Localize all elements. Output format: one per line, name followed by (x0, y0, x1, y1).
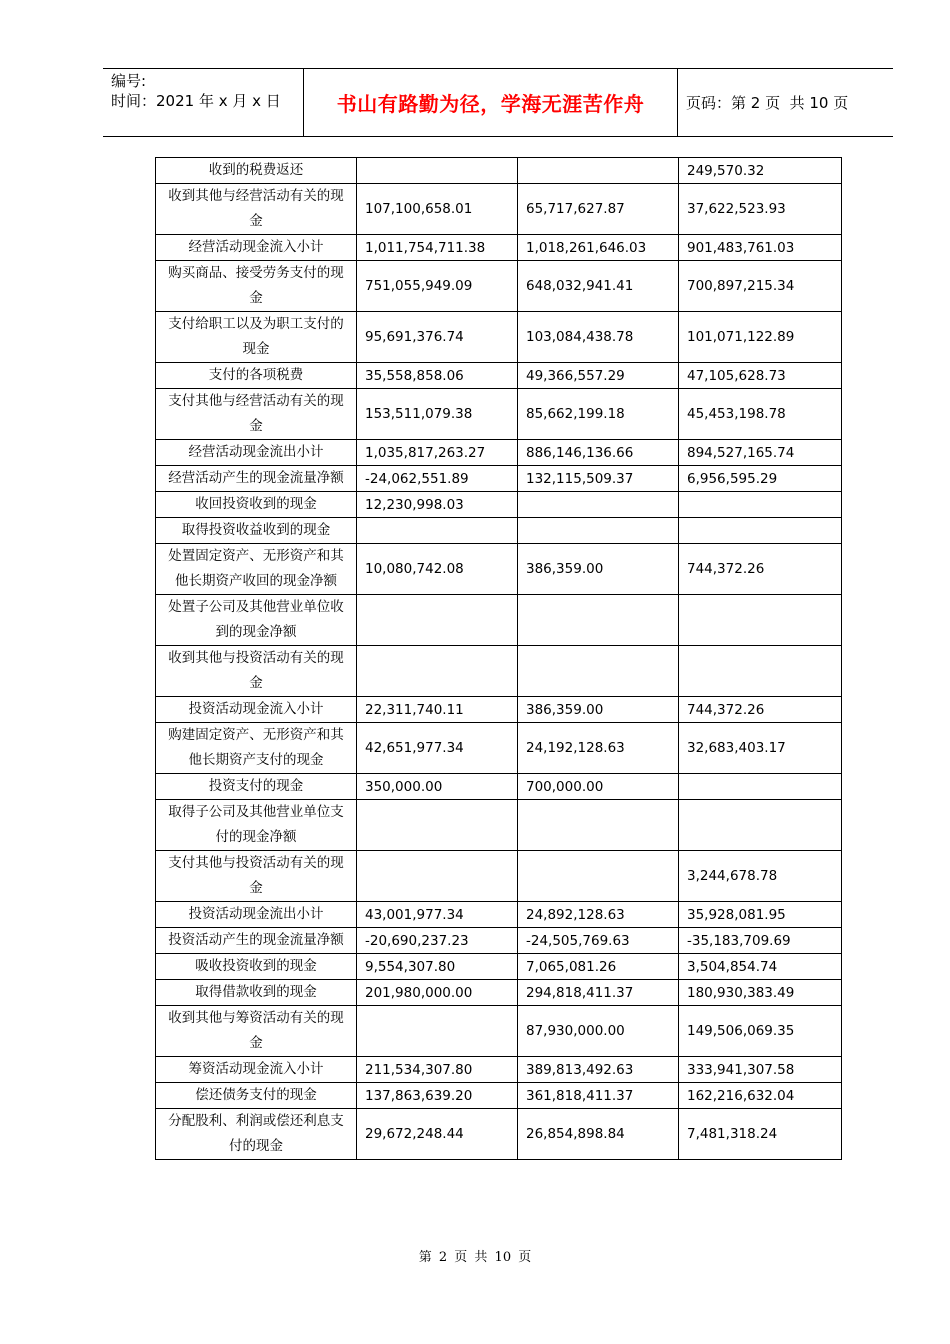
table-row (156, 466, 842, 492)
time-label: 时间：2021 年 x 月 x 日 (111, 92, 281, 110)
table-row (156, 312, 842, 363)
row-label-cell: 处置子公司及其他营业单位收到的现金净额 (156, 595, 357, 646)
value-cell-col3: 37,622,523.93 (679, 184, 842, 235)
value-cell-col2 (518, 518, 679, 544)
value-cell-col3: 249,570.32 (679, 158, 842, 184)
table-row (156, 723, 842, 774)
value-cell-col2: 386,359.00 (518, 697, 679, 723)
value-cell-col1 (357, 518, 518, 544)
value-cell-col2: 85,662,199.18 (518, 389, 679, 440)
value-cell-col1: 350,000.00 (357, 774, 518, 800)
table-row (156, 544, 842, 595)
value-cell-col2: 294,818,411.37 (518, 980, 679, 1006)
row-label-cell: 经营活动现金流出小计 (156, 440, 357, 466)
row-label-cell: 投资支付的现金 (156, 774, 357, 800)
value-cell-col3: 894,527,165.74 (679, 440, 842, 466)
value-cell-col3 (679, 774, 842, 800)
value-cell-col3: 180,930,383.49 (679, 980, 842, 1006)
value-cell-col1 (357, 595, 518, 646)
value-cell-col3: 35,928,081.95 (679, 902, 842, 928)
value-cell-col1: 9,554,307.80 (357, 954, 518, 980)
row-label-cell: 支付其他与投资活动有关的现金 (156, 851, 357, 902)
value-cell-col3: 7,481,318.24 (679, 1109, 842, 1160)
table-row (156, 774, 842, 800)
value-cell-col2: 700,000.00 (518, 774, 679, 800)
row-label-cell: 投资活动现金流入小计 (156, 697, 357, 723)
value-cell-col1: 95,691,376.74 (357, 312, 518, 363)
value-cell-col1: 1,035,817,263.27 (357, 440, 518, 466)
header-page-indicator (678, 69, 893, 136)
table-row (156, 902, 842, 928)
value-cell-col1: 751,055,949.09 (357, 261, 518, 312)
value-cell-col2: 389,813,492.63 (518, 1057, 679, 1083)
value-cell-col3 (679, 518, 842, 544)
row-label-cell: 取得借款收到的现金 (156, 980, 357, 1006)
value-cell-col1: 42,651,977.34 (357, 723, 518, 774)
row-label-cell: 收到的税费返还 (156, 158, 357, 184)
value-cell-col3: 3,504,854.74 (679, 954, 842, 980)
value-cell-col3: 101,071,122.89 (679, 312, 842, 363)
row-label-cell: 分配股利、利润或偿还利息支付的现金 (156, 1109, 357, 1160)
value-cell-col3: 149,506,069.35 (679, 1006, 842, 1057)
row-label-cell: 经营活动现金流入小计 (156, 235, 357, 261)
row-label-cell: 吸收投资收到的现金 (156, 954, 357, 980)
cash-flow-table (155, 157, 842, 1160)
value-cell-col1: 43,001,977.34 (357, 902, 518, 928)
value-cell-col3: 744,372.26 (679, 697, 842, 723)
value-cell-col2: 386,359.00 (518, 544, 679, 595)
value-cell-col3 (679, 646, 842, 697)
value-cell-col3: 700,897,215.34 (679, 261, 842, 312)
value-cell-col2: 7,065,081.26 (518, 954, 679, 980)
value-cell-col3: 333,941,307.58 (679, 1057, 842, 1083)
row-label-cell: 取得子公司及其他营业单位支付的现金净额 (156, 800, 357, 851)
row-label-cell: 投资活动现金流出小计 (156, 902, 357, 928)
value-cell-col1 (357, 158, 518, 184)
value-cell-col1: 137,863,639.20 (357, 1083, 518, 1109)
row-label-cell: 经营活动产生的现金流量净额 (156, 466, 357, 492)
value-cell-col3 (679, 595, 842, 646)
value-cell-col2: 24,892,128.63 (518, 902, 679, 928)
table-row (156, 954, 842, 980)
value-cell-col3: 744,372.26 (679, 544, 842, 595)
value-cell-col1 (357, 1006, 518, 1057)
value-cell-col2: -24,505,769.63 (518, 928, 679, 954)
value-cell-col1: 35,558,858.06 (357, 363, 518, 389)
value-cell-col3: 47,105,628.73 (679, 363, 842, 389)
row-label-cell: 支付的各项税费 (156, 363, 357, 389)
value-cell-col3: 162,216,632.04 (679, 1083, 842, 1109)
value-cell-col2: 132,115,509.37 (518, 466, 679, 492)
row-label-cell: 收到其他与经营活动有关的现金 (156, 184, 357, 235)
table-row (156, 646, 842, 697)
row-label-cell: 购买商品、接受劳务支付的现金 (156, 261, 357, 312)
value-cell-col2 (518, 492, 679, 518)
page-indicator-text: 页码：第 2 页 共 10 页 (686, 94, 849, 112)
value-cell-col2: 65,717,627.87 (518, 184, 679, 235)
row-label-cell: 收到其他与筹资活动有关的现金 (156, 1006, 357, 1057)
row-label-cell: 处置固定资产、无形资产和其他长期资产收回的现金净额 (156, 544, 357, 595)
table-row (156, 697, 842, 723)
value-cell-col3: 901,483,761.03 (679, 235, 842, 261)
table-row (156, 492, 842, 518)
value-cell-col1: 22,311,740.11 (357, 697, 518, 723)
value-cell-col2 (518, 595, 679, 646)
cash-flow-table-body (156, 158, 842, 1160)
table-row (156, 518, 842, 544)
value-cell-col2: 648,032,941.41 (518, 261, 679, 312)
row-label-cell: 取得投资收益收到的现金 (156, 518, 357, 544)
value-cell-col2: 87,930,000.00 (518, 1006, 679, 1057)
value-cell-col1: 107,100,658.01 (357, 184, 518, 235)
value-cell-col3 (679, 492, 842, 518)
value-cell-col1: 211,534,307.80 (357, 1057, 518, 1083)
value-cell-col3: 45,453,198.78 (679, 389, 842, 440)
table-row (156, 158, 842, 184)
row-label-cell: 筹资活动现金流入小计 (156, 1057, 357, 1083)
value-cell-col2: 26,854,898.84 (518, 1109, 679, 1160)
row-label-cell: 收回投资收到的现金 (156, 492, 357, 518)
value-cell-col1: 29,672,248.44 (357, 1109, 518, 1160)
value-cell-col1 (357, 851, 518, 902)
value-cell-col2: 1,018,261,646.03 (518, 235, 679, 261)
header-meta (103, 69, 304, 136)
value-cell-col2: 24,192,128.63 (518, 723, 679, 774)
value-cell-col2: 361,818,411.37 (518, 1083, 679, 1109)
value-cell-col3: 3,244,678.78 (679, 851, 842, 902)
value-cell-col1: -24,062,551.89 (357, 466, 518, 492)
table-row (156, 851, 842, 902)
value-cell-col2: 103,084,438.78 (518, 312, 679, 363)
value-cell-col2: 886,146,136.66 (518, 440, 679, 466)
value-cell-col2 (518, 158, 679, 184)
value-cell-col3: 32,683,403.17 (679, 723, 842, 774)
page-footer: 第 2 页 共 10 页 (418, 1250, 532, 1265)
table-row (156, 1057, 842, 1083)
table-row (156, 235, 842, 261)
row-label-cell: 收到其他与投资活动有关的现金 (156, 646, 357, 697)
value-cell-col1 (357, 646, 518, 697)
value-cell-col1: 1,011,754,711.38 (357, 235, 518, 261)
row-label-cell: 支付给职工以及为职工支付的现金 (156, 312, 357, 363)
value-cell-col1: 12,230,998.03 (357, 492, 518, 518)
value-cell-col1 (357, 800, 518, 851)
value-cell-col3: -35,183,709.69 (679, 928, 842, 954)
value-cell-col2 (518, 646, 679, 697)
table-row (156, 389, 842, 440)
serial-label: 编号: (111, 72, 147, 90)
value-cell-col2: 49,366,557.29 (518, 363, 679, 389)
header-slogan: 书山有路勤为径，学海无涯苦作舟 (304, 69, 678, 136)
value-cell-col3: 6,956,595.29 (679, 466, 842, 492)
table-row (156, 363, 842, 389)
value-cell-col1: 201,980,000.00 (357, 980, 518, 1006)
value-cell-col2 (518, 800, 679, 851)
table-row (156, 595, 842, 646)
row-label-cell: 支付其他与经营活动有关的现金 (156, 389, 357, 440)
table-row (156, 184, 842, 235)
value-cell-col1: 153,511,079.38 (357, 389, 518, 440)
value-cell-col1: 10,080,742.08 (357, 544, 518, 595)
table-row (156, 1109, 842, 1160)
table-row (156, 1083, 842, 1109)
value-cell-col1: -20,690,237.23 (357, 928, 518, 954)
value-cell-col2 (518, 851, 679, 902)
table-row (156, 440, 842, 466)
value-cell-col3 (679, 800, 842, 851)
table-row (156, 1006, 842, 1057)
row-label-cell: 购建固定资产、无形资产和其他长期资产支付的现金 (156, 723, 357, 774)
row-label-cell: 投资活动产生的现金流量净额 (156, 928, 357, 954)
table-row (156, 980, 842, 1006)
table-row (156, 800, 842, 851)
table-row (156, 261, 842, 312)
row-label-cell: 偿还债务支付的现金 (156, 1083, 357, 1109)
table-row (156, 928, 842, 954)
page-header (103, 68, 893, 137)
